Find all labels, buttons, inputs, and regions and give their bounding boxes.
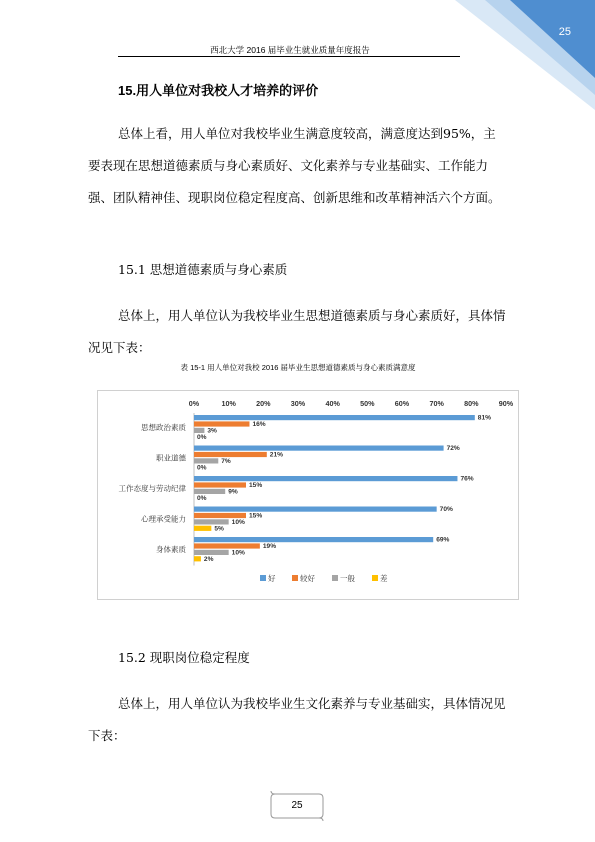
legend-label: 差 <box>380 574 388 583</box>
data-label: 70% <box>439 506 453 514</box>
legend-swatch <box>292 575 298 581</box>
data-label: 21% <box>269 451 284 459</box>
bar <box>194 452 267 457</box>
bar <box>194 446 444 451</box>
data-label: 7% <box>221 458 231 465</box>
data-label: 19% <box>262 543 277 551</box>
bar <box>194 476 457 481</box>
x-tick-label: 20% <box>256 399 271 408</box>
legend-swatch <box>332 575 338 581</box>
x-tick-label: 60% <box>394 399 410 408</box>
data-label: 9% <box>228 488 238 496</box>
bar <box>194 519 229 524</box>
intro-paragraph: 总体上看，用人单位对我校毕业生满意度较高，满意度达到95%，主要表现在思想道德素质与身心素质好、文化素养与专业基础实、工作能力强、团队精神佳、现职岗位稳定程度高、创新思维和改革精神活六个方面。 <box>88 126 501 205</box>
x-tick-label: 80% <box>464 399 479 408</box>
data-label: 15% <box>249 482 263 490</box>
bar <box>194 428 204 433</box>
bar <box>194 513 246 518</box>
x-tick-label: 10% <box>221 399 236 408</box>
data-label: 10% <box>231 519 245 526</box>
category-label: 身体素质 <box>156 545 186 555</box>
footer-page-number: 25 <box>291 800 303 811</box>
bar <box>194 507 437 512</box>
header-rule <box>118 56 460 57</box>
bar <box>194 482 246 487</box>
data-label: 72% <box>446 445 460 453</box>
subsection-2-paragraph: 总体上，用人单位认为我校毕业生文化素养与专业基础实，具体情况见下表： <box>88 696 506 743</box>
bar <box>194 526 211 531</box>
bar <box>194 415 475 420</box>
corner-page-number: 25 <box>558 26 571 38</box>
x-tick-label: 40% <box>325 399 340 408</box>
bar <box>194 489 225 494</box>
legend-label: 一般 <box>340 574 355 583</box>
data-label: 0% <box>197 464 207 472</box>
bar <box>194 543 260 548</box>
legend-label: 好 <box>268 574 276 583</box>
data-label: 81% <box>477 414 492 422</box>
bar <box>194 458 218 463</box>
data-label: 0% <box>197 433 207 441</box>
x-tick-label: 90% <box>498 399 514 408</box>
data-label: 5% <box>214 525 224 533</box>
subsection-1-title: 15.1 思想道德素质与身心素质 <box>118 262 288 277</box>
data-label: 3% <box>207 427 217 435</box>
category-label: 思想政治素质 <box>141 423 186 433</box>
subsection-2-title: 15.2 现职岗位稳定程度 <box>118 650 250 665</box>
bar <box>194 556 201 561</box>
legend-swatch <box>260 575 266 581</box>
data-label: 69% <box>436 536 450 544</box>
data-label: 10% <box>231 549 245 557</box>
category-label: 心理承受能力 <box>141 514 186 524</box>
x-tick-label: 0% <box>188 399 200 408</box>
category-label: 职业道德 <box>156 453 186 463</box>
table-caption: 表 15-1 用人单位对我校 2016 届毕业生思想道德素质与身心素质满意度 <box>180 363 416 372</box>
section-title: 15.用人单位对我校人才培养的评价 <box>118 83 319 98</box>
bar <box>194 537 433 542</box>
data-label: 16% <box>252 421 266 429</box>
header-title: 西北大学 2016 届毕业生就业质量年度报告 <box>210 45 370 55</box>
legend-label: 较好 <box>300 574 315 583</box>
page-corner-decoration <box>455 0 595 110</box>
data-label: 0% <box>197 494 207 502</box>
data-label: 15% <box>249 512 263 520</box>
x-tick-label: 70% <box>429 399 444 408</box>
chart-canvas <box>98 391 518 599</box>
category-label: 工作态度与劳动纪律 <box>118 484 186 494</box>
legend-swatch <box>372 575 378 581</box>
data-label: 2% <box>203 555 214 563</box>
subsection-1-paragraph: 总体上，用人单位认为我校毕业生思想道德素质与身心素质好，具体情况见下表： <box>88 308 506 355</box>
x-tick-label: 30% <box>290 399 306 408</box>
data-label: 76% <box>460 475 474 483</box>
satisfaction-chart <box>97 390 519 600</box>
bar <box>194 550 229 555</box>
x-tick-label: 50% <box>360 399 375 408</box>
bar <box>194 421 249 426</box>
